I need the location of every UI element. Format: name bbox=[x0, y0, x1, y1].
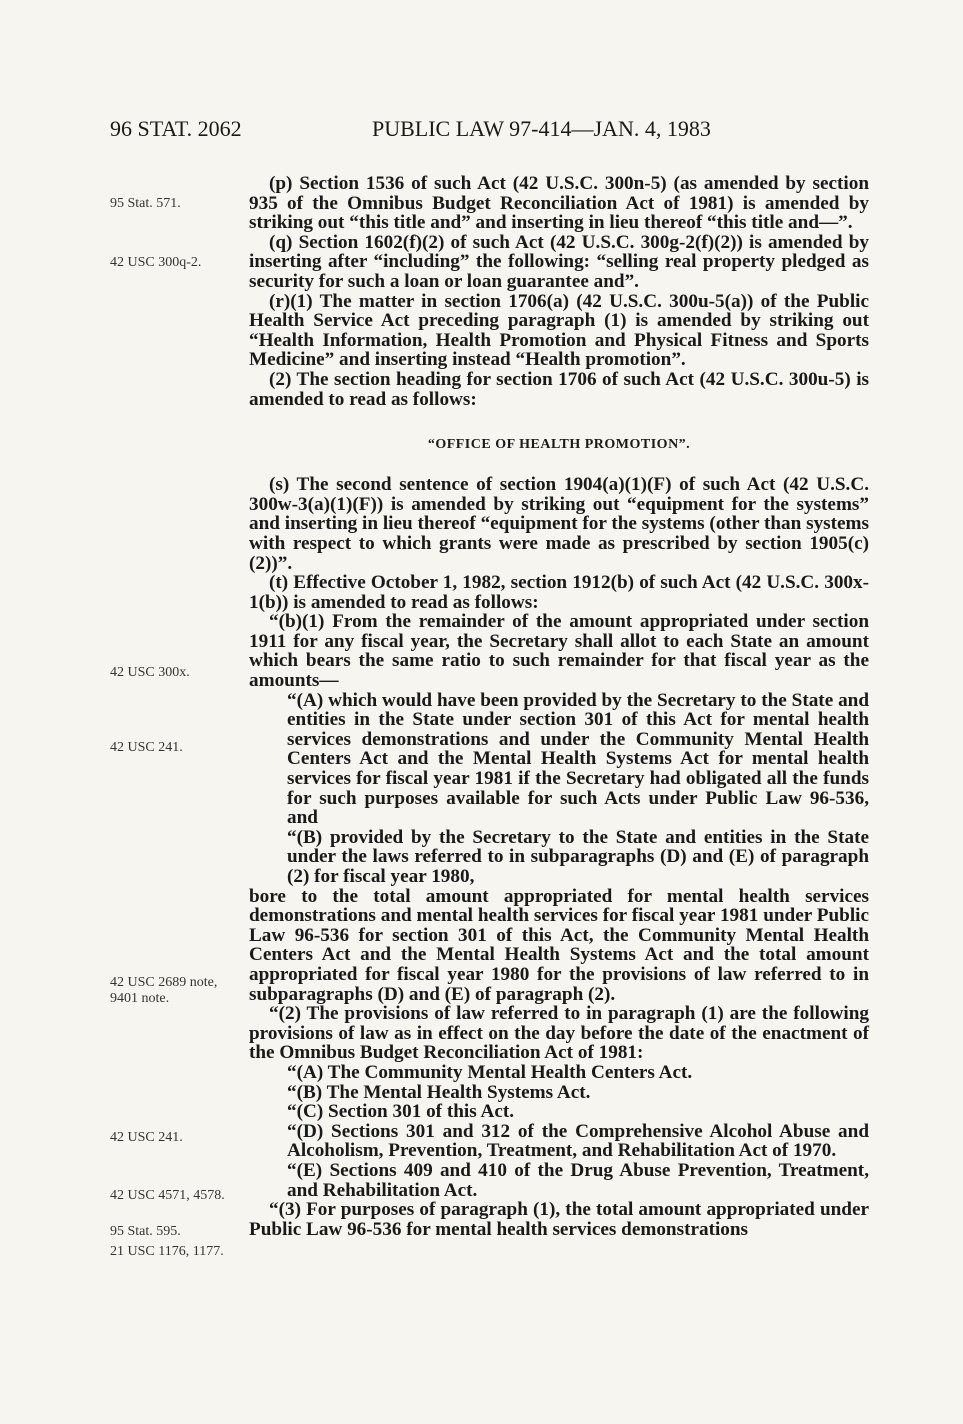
paragraph-q: (q) Section 1602(f)(2) of such Act (42 U.S.C. 300g-2(f)(2)) is amended by inserting after “including” the following: “selling real property pledged as security for such a loan or loan guarantee and”. bbox=[249, 231, 869, 292]
margin-note: 42 USC 2689 note, 9401 note. bbox=[110, 975, 218, 1006]
section-heading: “OFFICE OF HEALTH PROMOTION”. bbox=[427, 437, 691, 453]
list-item-e: “(E) Sections 409 and 410 of the Drug Abuse Prevention, Treatment, and Rehabilitation Act. bbox=[287, 1159, 869, 1201]
subparagraph-a-text: “(A) which would have been provided by the Secretary to the State and entities in the State under section 301 of this Act for mental health services demonstrations and under the Community Mental Health Centers Act and the Mental Health Systems Act for mental health services for fiscal year 1981 if the Secretary had obligated all the funds for such purposes available for such Acts under Public Law 96-536, and bbox=[287, 689, 869, 829]
margin-note: 42 USC 300q-2. bbox=[110, 255, 202, 270]
paragraph-b1: “(b)(1) From the remainder of the amount appropriated under section 1911 for any fiscal year, the Secretary shall allot to each State an amount which bears the same ratio to such remainder for that fiscal year as the amounts— bbox=[249, 611, 869, 692]
margin-note: 95 Stat. 595. bbox=[110, 1224, 181, 1239]
paragraph-bore: bore to the total amount appropriated for mental health services demonstrations and mental health services for fiscal year 1981 under Public Law 96-536 for section 301 of this Act, the Community Mental Health Centers Act and the Mental Health Systems Act and the total amount appropriated for fiscal year 1980 for the provisions of law referred to in subparagraphs (D) and (E) of paragraph (2). bbox=[249, 885, 869, 1005]
list-item-b: “(B) The Mental Health Systems Act. bbox=[287, 1081, 591, 1103]
list-item-a: “(A) The Community Mental Health Centers Act. bbox=[287, 1061, 693, 1083]
paragraph-three: “(3) For purposes of paragraph (1), the total amount appropriated under Public Law 96-536 for mental health services demonstrations bbox=[249, 1199, 869, 1240]
margin-note: 42 USC 300x. bbox=[110, 665, 190, 680]
paragraph-p: (p) Section 1536 of such Act (42 U.S.C. 300n-5) (as amended by section 935 of the Omnibus Budget Reconciliation Act of 1981) is amended by striking out “this title and” and inserting in lieu thereof “this title and—”. bbox=[249, 173, 869, 234]
list-item-c: “(C) Section 301 of this Act. bbox=[287, 1101, 515, 1123]
paragraph-r1: (r)(1) The matter in section 1706(a) (42 U.S.C. 300u-5(a)) of the Public Health Service Act preceding paragraph (1) is amended by striking out “Health Information, Health Promotion and Physical Fitness and Sports Medicine” and inserting instead “Health promotion”. bbox=[249, 290, 869, 371]
paragraph-two: “(2) The provisions of law referred to in paragraph (1) are the following provisions of law as in effect on the day before the date of the enactment of the Omnibus Budget Reconciliation Act of 1981: bbox=[249, 1003, 869, 1064]
document-body bbox=[249, 174, 869, 1239]
margin-note: 42 USC 241. bbox=[110, 740, 183, 755]
margin-note: 42 USC 241. bbox=[110, 1130, 183, 1145]
margin-note: 95 Stat. 571. bbox=[110, 196, 181, 211]
paragraph-s: (s) The second sentence of section 1904(a)(1)(F) of such Act (42 U.S.C. 300w-3(a)(1)(F)) is amended by striking out “equipment for the systems” and inserting in lieu thereof “equipment for the systems (other than systems with respect to which grants were made as prescribed by section 1905(c)(2))”. bbox=[249, 474, 869, 574]
margin-note: 42 USC 4571, 4578. bbox=[110, 1188, 225, 1203]
subparagraph-a bbox=[249, 691, 869, 828]
subparagraph-b-text: “(B) provided by the Secretary to the State and entities in the State under the laws referred to in subparagraphs (D) and (E) of paragraph (2) for fiscal year 1980, bbox=[287, 826, 869, 887]
paragraph-t: (t) Effective October 1, 1982, section 1912(b) of such Act (42 U.S.C. 300x-1(b)) is amended to read as follows: bbox=[249, 572, 869, 613]
subparagraph-b bbox=[249, 828, 869, 887]
statute-citation: 96 STAT. 2062 bbox=[110, 116, 242, 141]
page-header bbox=[0, 116, 963, 156]
margin-note: 21 USC 1176, 1177. bbox=[110, 1244, 224, 1259]
paragraph-r2: (2) The section heading for section 1706 of such Act (42 U.S.C. 300u-5) is amended to read as follows: bbox=[249, 368, 869, 410]
public-law-title: PUBLIC LAW 97-414—JAN. 4, 1983 bbox=[372, 116, 711, 141]
list-item-d: “(D) Sections 301 and 312 of the Comprehensive Alcohol Abuse and Alcoholism, Prevention, Treatment, and Rehabilitation Act of 1970. bbox=[287, 1120, 869, 1162]
